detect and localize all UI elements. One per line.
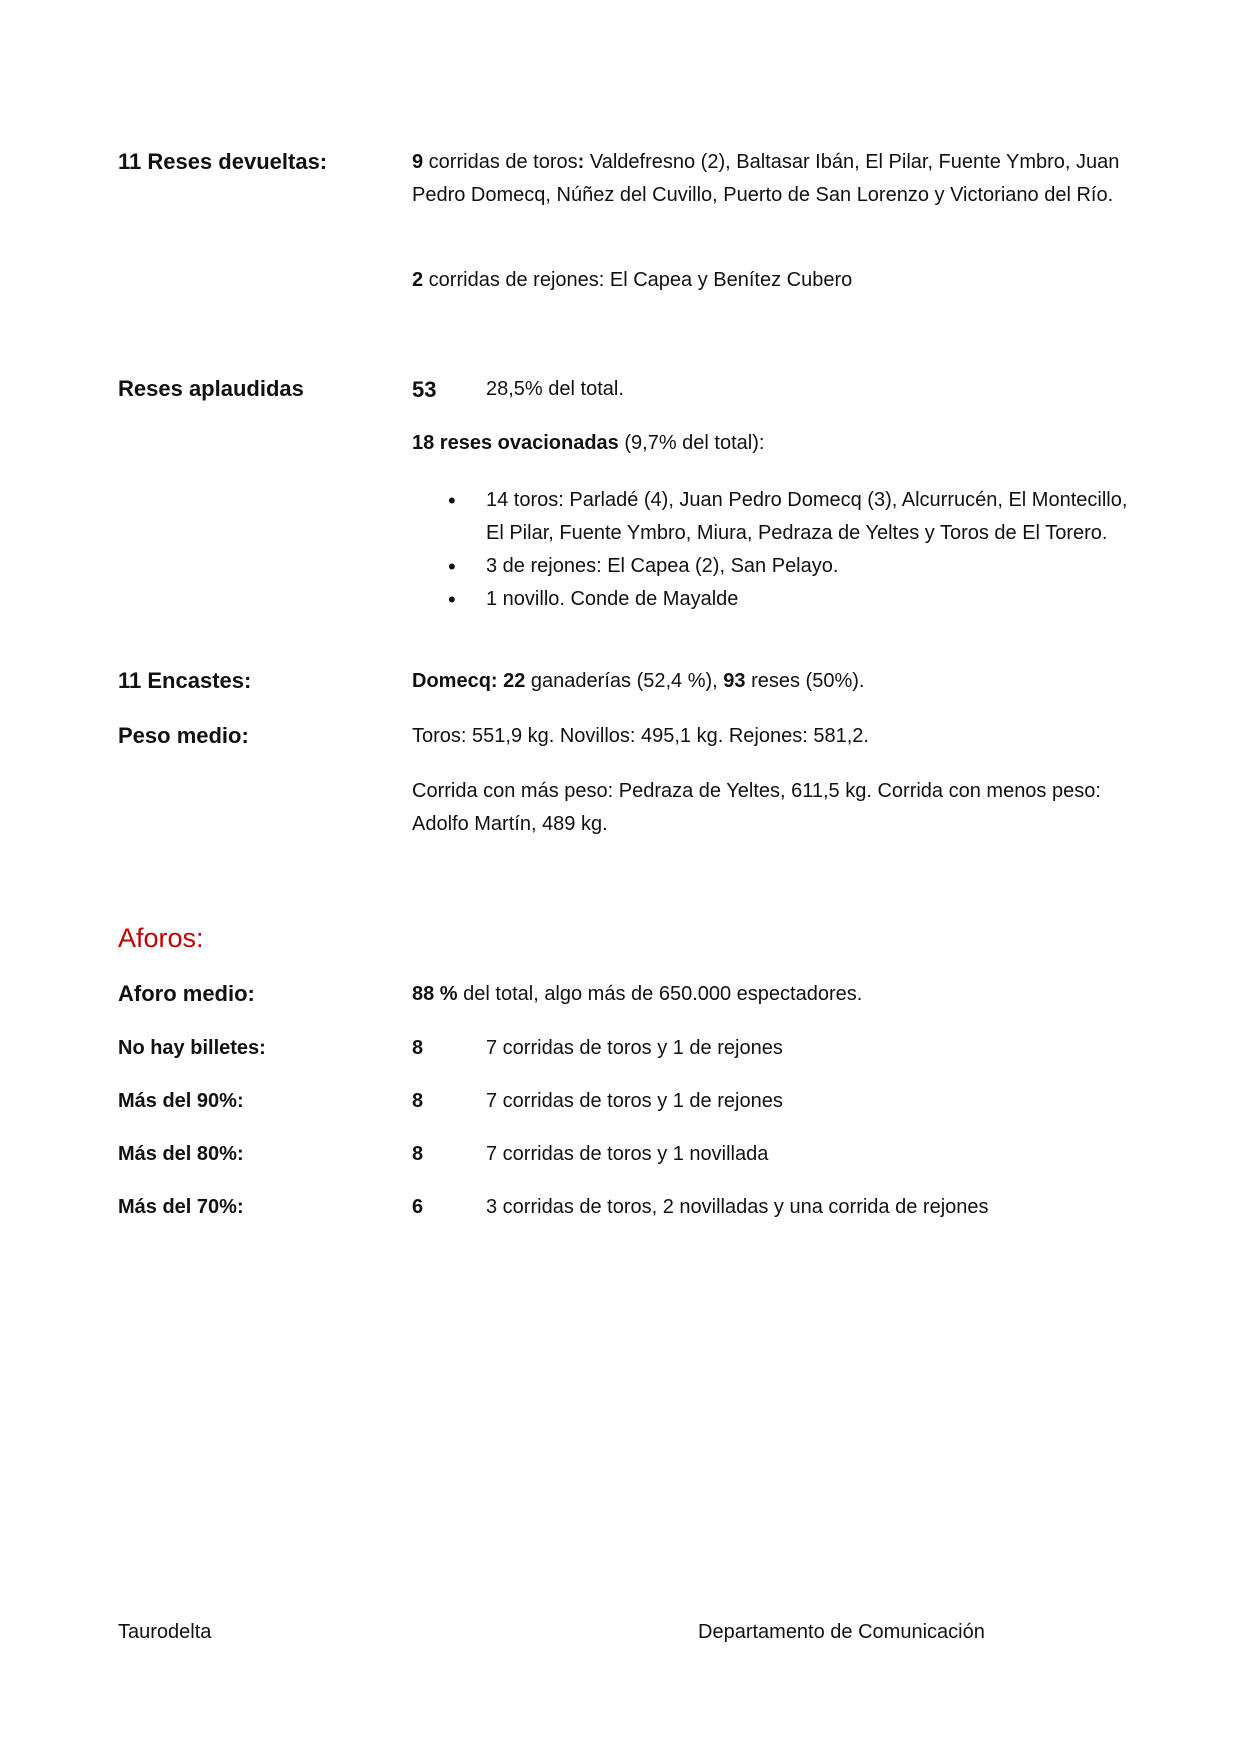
reses-devueltas-corridas: [412, 146, 1132, 212]
encastes-label: 11 Encastes:: [118, 668, 252, 693]
list-item: • 3 de rejones: El Capea (2), San Pelayo.: [486, 550, 1146, 583]
aforo-row-count: 6: [412, 1196, 424, 1218]
ovacionadas-bold: 18 reses ovacionadas: [412, 432, 619, 454]
aforo-medio-label: Aforo medio:: [118, 981, 255, 1006]
footer-left: Taurodelta: [118, 1621, 212, 1643]
corridas-colon: :: [577, 151, 585, 173]
aforo-row-text: 7 corridas de toros y 1 de rejones: [486, 1090, 783, 1112]
domecq-label: Domecq:: [412, 670, 504, 692]
ganaderias-count: 22: [503, 670, 526, 692]
encastes-reses-count: 93: [723, 670, 746, 692]
rejones-text: corridas de rejones: El Capea y Benítez Cubero: [423, 269, 853, 291]
ovacionadas-list: [486, 484, 1146, 616]
corridas-list: Valdefresno (2), Baltasar Ibán, El Pilar, Fuente Ymbro, Juan Pedro Domecq, Núñez del Cuvillo, Puerto de San Lorenzo y Victoriano del Río.: [412, 151, 1120, 206]
aforo-medio-line: [412, 978, 1132, 1011]
corridas-text: corridas de toros: [423, 151, 578, 173]
aforo-row-count: 8: [412, 1090, 424, 1112]
aforo-row-text: 7 corridas de toros y 1 de rejones: [486, 1037, 783, 1059]
list-item: • 1 novillo. Conde de Mayalde: [486, 583, 1146, 616]
aforo-medio-text: del total, algo más de 650.000 espectadores.: [457, 983, 863, 1005]
peso-medio-line1: Toros: 551,9 kg. Novillos: 495,1 kg. Rejones: 581,2.: [412, 725, 869, 747]
rejones-count: 2: [412, 269, 424, 291]
peso-medio-line2: Corrida con más peso: Pedraza de Yeltes, 611,5 kg. Corrida con menos peso: Adolfo Martín, 489 kg.: [412, 780, 1101, 835]
encastes-line: [412, 665, 1132, 698]
aforo-row-label: Más del 70%:: [118, 1196, 244, 1218]
list-item: • 14 toros: Parladé (4), Juan Pedro Domecq (3), Alcurrucén, El Montecillo, El Pilar, Fuente Ymbro, Miura, Pedraza de Yeltes y Toros de El Torero.: [486, 484, 1146, 550]
encastes-reses-text: reses (50%).: [745, 670, 865, 692]
reses-aplaudidas-label: Reses aplaudidas: [118, 376, 304, 401]
aforo-medio-value: 88 %: [412, 983, 458, 1005]
reses-devueltas-label: 11 Reses devueltas:: [118, 149, 328, 174]
reses-aplaudidas-percent: 28,5% del total.: [486, 378, 624, 400]
aforo-row-count: 8: [412, 1143, 424, 1165]
aforo-row-label: Más del 90%:: [118, 1090, 244, 1112]
aforo-row-label: No hay billetes:: [118, 1037, 266, 1059]
ganaderias-text: ganaderías (52,4 %),: [525, 670, 724, 692]
aforo-row-text: 7 corridas de toros y 1 novillada: [486, 1143, 769, 1165]
peso-medio-label: Peso medio:: [118, 723, 249, 748]
aforo-row-label: Más del 80%:: [118, 1143, 244, 1165]
corridas-count: 9: [412, 151, 424, 173]
aforo-row-text: 3 corridas de toros, 2 novilladas y una corrida de rejones: [486, 1196, 989, 1218]
reses-aplaudidas-count: 53: [412, 377, 437, 402]
aforos-heading: Aforos:: [118, 923, 204, 953]
reses-devueltas-rejones: [412, 264, 1132, 297]
aforo-row-count: 8: [412, 1037, 424, 1059]
ovacionadas-rest: (9,7% del total):: [618, 432, 765, 454]
ovacionadas-line: [412, 427, 1132, 460]
footer-right: Departamento de Comunicación: [698, 1621, 985, 1643]
